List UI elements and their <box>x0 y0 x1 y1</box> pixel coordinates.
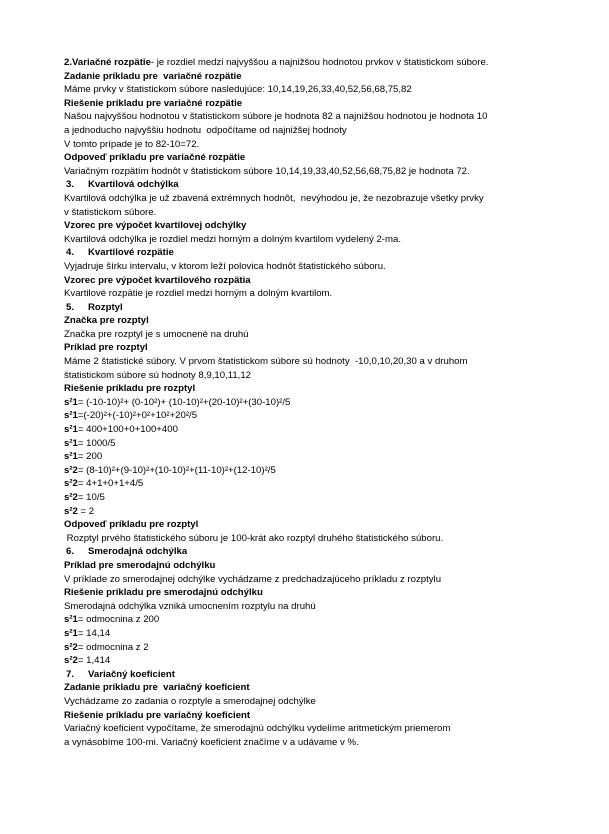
paragraph-line: Kvartilová odchýlka je rozdiel medzi horným a dolným kvartilom vydelený 2-ma. <box>64 233 401 245</box>
text-run: = 4+1+0+1+4/5 <box>77 478 144 490</box>
section-number: 5. <box>66 301 75 313</box>
text-run: =(-20)²+(-10)²+0²+10²+20²/5 <box>77 410 198 422</box>
subheading: Príklad pre smerodajnú odchýlku <box>64 559 216 571</box>
text-run: = 14,14 <box>77 627 111 639</box>
paragraph-line: a jednoducho najvyššiu hodnotu odpočítame od najnižšej hodnoty <box>64 124 347 136</box>
document-body <box>64 56 584 749</box>
paragraph-line: Našou najvyššou hodnotou v štatistickom súbore je hodnota 82 a najnižšou hodnotou je hodnota 10 <box>64 111 488 123</box>
subheading: Vzorec pre výpočet kvartilového rozpätia <box>64 274 251 286</box>
paragraph-line: V tomto prípade je to 82-10=72. <box>64 138 200 150</box>
subheading: Riešenie príkladu pre variačné rozpätie <box>64 97 243 109</box>
label-bold: s²1 <box>64 451 78 463</box>
subheading: Vzorec pre výpočet kvartilovej odchýlky <box>64 220 247 232</box>
subheading: Odpoveď príkladu pre rozptyl <box>64 519 199 531</box>
section-number: 6. <box>66 546 75 558</box>
formula-line <box>64 423 584 437</box>
section-title: Variačný koeficient <box>88 668 175 680</box>
section-number: 7. <box>66 668 75 680</box>
subheading: Odpoveď príkladu pre variačné rozpätie <box>64 152 246 164</box>
section-number: 4. <box>66 247 75 259</box>
text-run: = (-10-10)²+ (0-10²)+ (10-10)²+(20-10)²+(30-10)²/5 <box>77 396 291 408</box>
label-bold: s²2 <box>64 655 78 667</box>
text-run: = 1000/5 <box>77 437 116 449</box>
text-run: = 200 <box>77 451 103 463</box>
formula-line <box>64 654 584 668</box>
paragraph-line: Máme 2 štatistické súbory. V prvom štatistickom súbore sú hodnoty -10,0,10,20,30 a v druhom <box>64 356 468 368</box>
label-bold: s²1 <box>64 627 78 639</box>
text-run: = 2 <box>77 505 95 517</box>
text-run: = 400+100+0+100+400 <box>77 424 178 436</box>
section-title: Rozptyl <box>88 301 123 313</box>
section-title-line <box>64 56 584 70</box>
formula-line <box>64 491 584 505</box>
formula-line <box>64 464 584 478</box>
section-heading <box>64 178 584 192</box>
section-heading <box>64 246 584 260</box>
paragraph-line: Variačným rozpätím hodnôt v štatistickom súbore 10,14,19,33,40,52,56,68,75,82 je hodnota 72. <box>64 165 470 177</box>
paragraph-line: Rozptyl prvého štatistického súboru je 100-krát ako rozptyl druhého štatistického súboru. <box>64 532 444 544</box>
text-run: = odmocnina z 200 <box>77 614 160 626</box>
formula-line <box>64 409 584 423</box>
label-bold: s²1 <box>64 396 78 408</box>
section-title: Smerodajná odchýlka <box>88 546 188 558</box>
label-bold: s²1 <box>64 410 78 422</box>
paragraph-line: Variačný koeficient vypočítame, že smerodajnú odchýlku vydelíme aritmetickým priemerom <box>64 723 451 735</box>
section-heading <box>64 545 584 559</box>
formula-line <box>64 477 584 491</box>
paragraph-line: Máme prvky v štatistickom súbore nasledujúce: 10,14,19,26,33,40,52,56,68,75,82 <box>64 84 412 96</box>
text-run: = odmocnina z 2 <box>77 641 149 653</box>
paragraph-line: Značka pre rozptyl je s umocnené na druhú <box>64 328 249 340</box>
formula-line <box>64 505 584 519</box>
section-heading <box>64 668 584 682</box>
label-bold: s²2 <box>64 464 78 476</box>
label-bold: s²2 <box>64 505 78 517</box>
paragraph-line: v štatistickom súbore. <box>64 206 157 218</box>
label-bold: s²1 <box>64 424 78 436</box>
label-bold: s²2 <box>64 641 78 653</box>
subheading: Riešenie príkladu pre variačný koeficient <box>64 709 251 721</box>
subheading: Riešenie príkladu pre rozptyl <box>64 383 196 395</box>
section-number: 3. <box>66 179 75 191</box>
formula-line <box>64 613 584 627</box>
text-run: = 10/5 <box>77 492 105 503</box>
subheading: Zadanie príkladu pre variačný koeficient <box>64 682 250 694</box>
paragraph-line: štatistickom súbore sú hodnoty 8,9,10,11,12 <box>64 369 252 381</box>
paragraph-line: a vynásobíme 100-mi. Variačný koeficient značíme v a udávame v %. <box>64 736 359 748</box>
label-bold: s²1 <box>64 437 78 449</box>
paragraph-line: Smerodajná odchýlka vzniká umocnením rozptylu na druhú <box>64 600 316 612</box>
label-bold: s²2 <box>64 478 78 490</box>
paragraph-line: Kvartilové rozpätie je rozdiel medzi horným a dolným kvartilom. <box>64 288 333 300</box>
subheading: Príklad pre rozptyl <box>64 342 148 354</box>
section-heading <box>64 301 584 315</box>
formula-line <box>64 437 584 451</box>
text-run: = (8-10)²+(9-10)²+(10-10)²+(11-10)²+(12-10)²/5 <box>77 464 276 476</box>
paragraph-line: V príklade zo smerodajnej odchýlke vychádzame z predchadzajúceho príkladu z rozptylu <box>64 573 442 585</box>
label-bold: s²2 <box>64 492 78 503</box>
paragraph-line: Vyjadruje šírku intervalu, v ktorom leží polovica hodnôt štatistického súboru. <box>64 260 386 272</box>
subheading: Riešenie príkladu pre smerodajnú odchýlku <box>64 587 263 599</box>
label-bold: s²1 <box>64 614 78 626</box>
formula-line <box>64 627 584 641</box>
section-title: Kvartilová odchýlka <box>88 179 179 191</box>
section-title: Kvartilové rozpätie <box>88 247 174 259</box>
paragraph-line: Kvartilová odchýlka je už zbavená extrémnych hodnôt, nevýhodou je, že nezobrazuje všetky prvky <box>64 192 484 204</box>
formula-line <box>64 396 584 410</box>
subheading: Zadanie príkladu pre variačné rozpätie <box>64 70 242 82</box>
text-run: - je rozdiel medzi najvyššou a najnižšou hodnotou prvkov v štatistickom súbore. <box>150 57 489 68</box>
formula-line <box>64 641 584 655</box>
paragraph-line: Vychádzame zo zadania o rozptyle a smerodajnej odchýlke <box>64 695 316 707</box>
subheading: Značka pre rozptyl <box>64 315 149 327</box>
text-run: = 1,414 <box>77 655 111 667</box>
label-bold: 2.Variačné rozpätie <box>64 57 151 68</box>
formula-line <box>64 450 584 464</box>
